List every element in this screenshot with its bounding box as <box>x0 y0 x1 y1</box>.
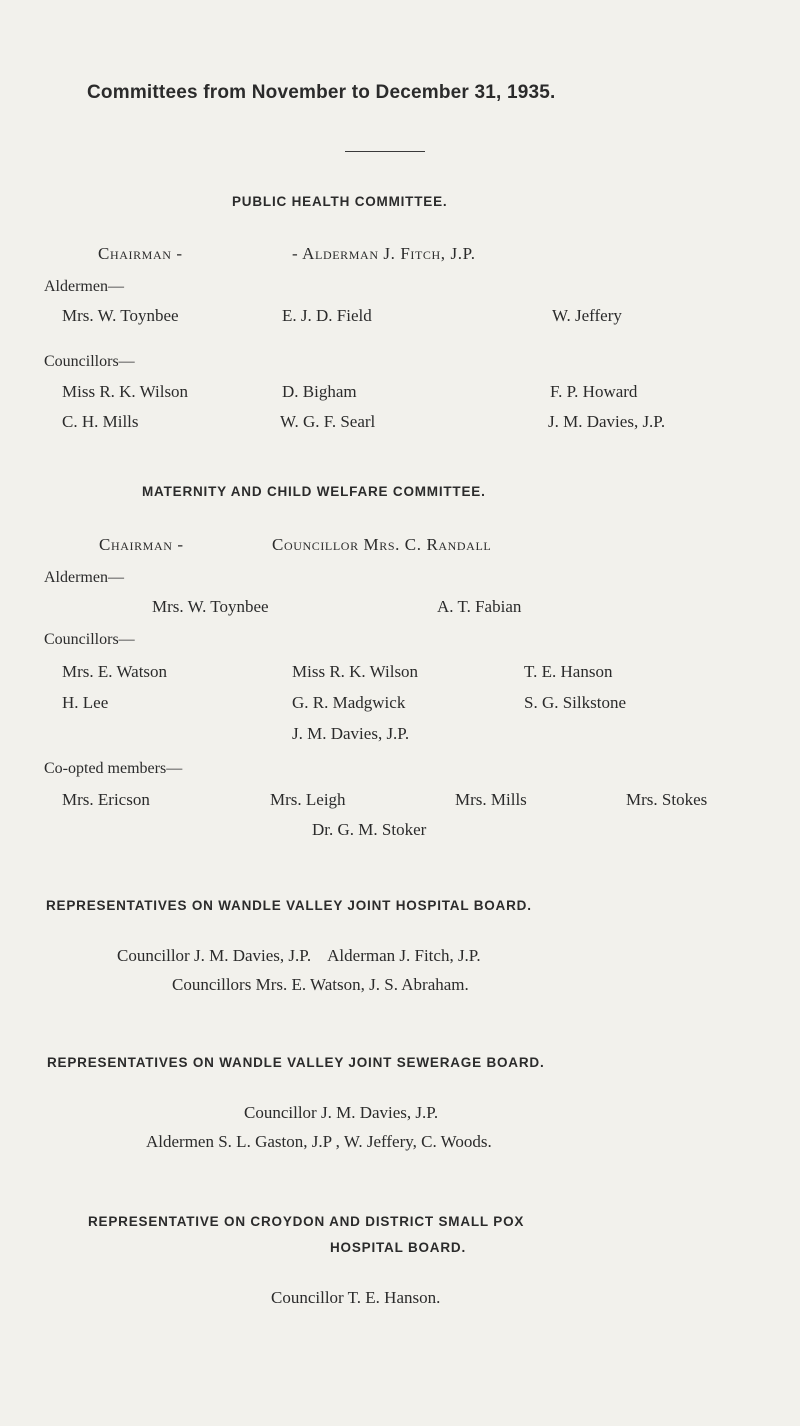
ph-councillor-5: W. G. F. Searl <box>280 412 376 431</box>
mcw-aldermen-label: Aldermen— <box>44 569 124 586</box>
ph-aldermen-label: Aldermen— <box>44 278 124 295</box>
smallpox-heading-line-2: HOSPITAL BOARD. <box>330 1240 467 1255</box>
mcw-councillors-label: Councillors— <box>44 631 135 648</box>
mcw-councillor-4: H. Lee <box>62 693 109 712</box>
ph-alderman-2: E. J. D. Field <box>282 306 372 325</box>
hospital-board-line-1: Councillor J. M. Davies, J.P. Alderman J. Fitch, J.P. <box>117 946 481 965</box>
ph-councillor-3: F. P. Howard <box>550 382 638 401</box>
ph-alderman-1: Mrs. W. Toynbee <box>62 306 179 325</box>
ph-councillor-1: Miss R. K. Wilson <box>62 382 189 401</box>
mcw-coopted-2: Mrs. Leigh <box>270 790 346 809</box>
sewerage-board-line-2: Aldermen S. L. Gaston, J.P , W. Jeffery, C. Woods. <box>146 1132 492 1151</box>
ph-chairman-label: Chairman - <box>98 244 183 263</box>
mcw-coopted-5: Dr. G. M. Stoker <box>312 820 427 839</box>
mcw-coopted-1: Mrs. Ericson <box>62 790 150 809</box>
ph-councillor-2: D. Bigham <box>282 382 357 401</box>
smallpox-heading-line-1: REPRESENTATIVE ON CROYDON AND DISTRICT SMALL POX <box>88 1214 525 1229</box>
mcw-coopted-label: Co-opted members— <box>44 760 183 777</box>
mcw-councillor-3: T. E. Hanson <box>524 662 613 681</box>
mcw-councillor-7: J. M. Davies, J.P. <box>292 724 410 743</box>
mcw-councillor-6: S. G. Silkstone <box>524 693 627 712</box>
sewerage-board-heading: REPRESENTATIVES ON WANDLE VALLEY JOINT SEWERAGE BOARD. <box>47 1055 545 1070</box>
smallpox-line-1: Councillor T. E. Hanson. <box>271 1288 441 1307</box>
page-title: Committees from November to December 31, 1935. <box>87 82 556 103</box>
sewerage-board-line-1: Councillor J. M. Davies, J.P. <box>244 1103 439 1122</box>
mcw-alderman-2: A. T. Fabian <box>437 597 522 616</box>
maternity-heading: MATERNITY AND CHILD WELFARE COMMITTEE. <box>142 484 486 499</box>
hospital-board-heading: REPRESENTATIVES ON WANDLE VALLEY JOINT HOSPITAL BOARD. <box>46 898 532 913</box>
ph-councillors-label: Councillors— <box>44 353 135 370</box>
ph-councillor-4: C. H. Mills <box>62 412 139 431</box>
mcw-coopted-3: Mrs. Mills <box>455 790 527 809</box>
mcw-chairman-label: Chairman - <box>99 535 184 554</box>
public-health-heading: PUBLIC HEALTH COMMITTEE. <box>232 194 448 209</box>
title-divider <box>345 151 425 152</box>
mcw-chairman-name: Councillor Mrs. C. Randall <box>272 535 492 554</box>
mcw-alderman-1: Mrs. W. Toynbee <box>152 597 269 616</box>
mcw-coopted-4: Mrs. Stokes <box>626 790 708 809</box>
ph-alderman-3: W. Jeffery <box>552 306 622 325</box>
mcw-councillor-2: Miss R. K. Wilson <box>292 662 419 681</box>
mcw-councillor-1: Mrs. E. Watson <box>62 662 168 681</box>
mcw-councillor-5: G. R. Madgwick <box>292 693 406 712</box>
ph-chairman-name: - Alderman J. Fitch, J.P. <box>292 244 476 263</box>
ph-councillor-6: J. M. Davies, J.P. <box>548 412 666 431</box>
hospital-board-line-2: Councillors Mrs. E. Watson, J. S. Abraham. <box>172 975 469 994</box>
